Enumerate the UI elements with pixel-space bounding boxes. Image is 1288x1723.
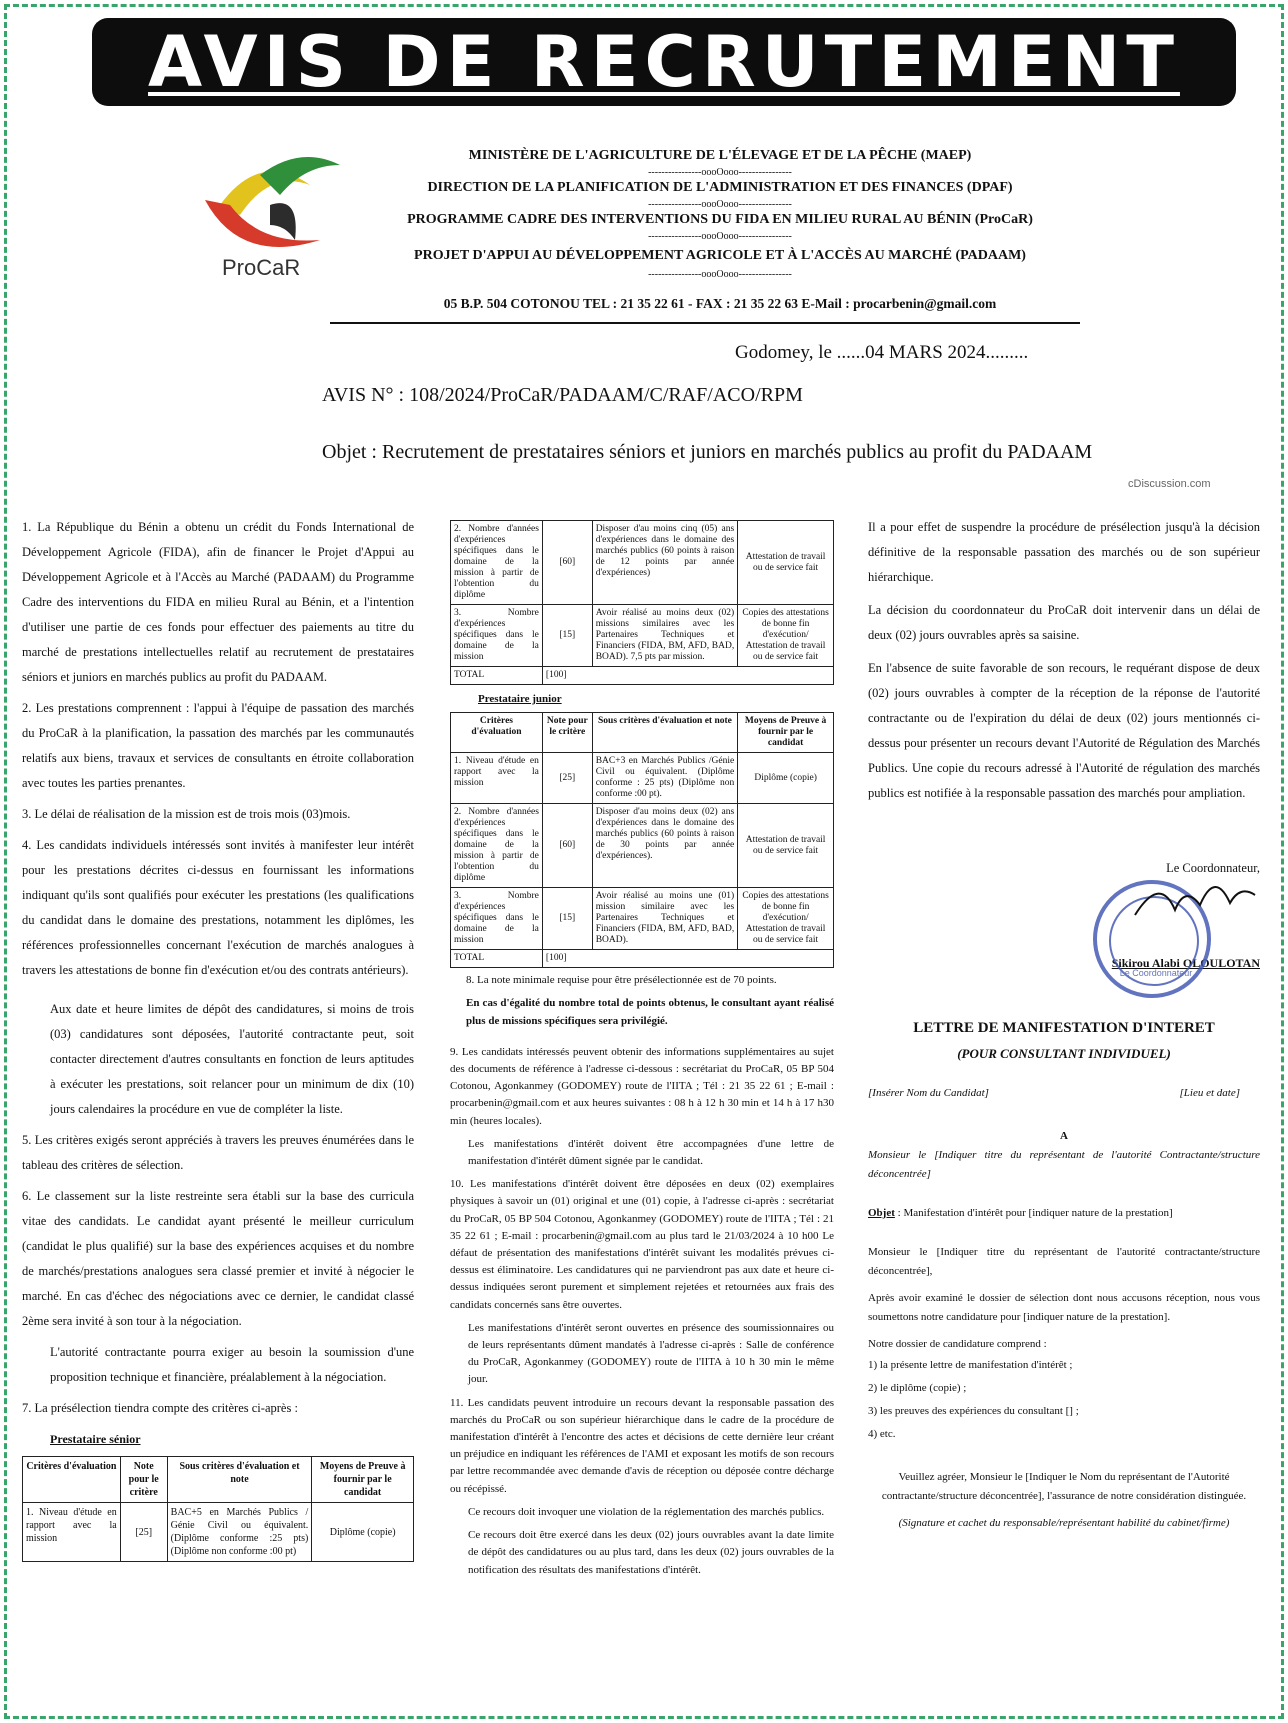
para-4: 4. Les candidats individuels intéressés sont invités à manifester leur intérêt pour les prestations décrites ci-dessus en fournissant les informations indiquant qu'ils sont qualifiés pour exécuter les prestations (les qualifications du candidat dans le domaine des prestations, notamment les diplômes, les références professionnelles concernant l'exécution de marchés analogues à travers les attestations de bonne fin d'exécution et/ou des contrats antérieurs).: [22, 838, 414, 977]
para-1: 1. La République du Bénin a obtenu un crédit du Fonds International de Développement Agricole (FIDA), afin de financer le Projet d'Appui au Développement Agricole et à l'Accès au Marché (PADAAM) du Programme Cadre des interventions du FIDA en milieu Rural au Bénin, et a l'intention d'utiliser une partie de ces fonds pour effectuer des paiements au titre du marché de prestations intellectuelles relatif au recrutement de prestataires séniors et juniors en marchés publics au profit du PADAAM.: [22, 520, 414, 684]
date-line: Godomey, le ......04 MARS 2024.........: [735, 342, 1029, 363]
para-9: 9. Les candidats intéressés peuvent obtenir des informations supplémentaires au sujet des documents de référence à l'adresse ci-dessous : secrétariat du ProCaR, 05 BP 504 Cotonou, Agonkanmey (GODOMEY) route de l'IITA ; Tél : 21 35 22 61 ; E-mail : procarbenin@gmail.com et aux heures suivantes : 08 h à 12 h 30 min et 14 h à 17 h30 min (heures locales).: [450, 1045, 834, 1127]
para-8b: En cas d'égalité du nombre total de points obtenus, le consultant ayant réalisé plus de missions spécifiques sera privilégié.: [466, 997, 834, 1027]
letter-subtitle: (POUR CONSULTANT INDIVIDUEL): [957, 1046, 1171, 1061]
table-row: 2. Nombre d'années d'expériences spécifiques dans le domaine de la mission à partir de l'obtention du diplôme [60] Disposer d'au moins cinq (05) ans d'expériences dans le domaine des marchés publics (60 points à raison de 12 points par année d'expériences) Attestation de travail ou de service fait: [451, 521, 834, 605]
coordinator-signature: [1130, 865, 1260, 935]
para-10b: Les manifestations d'intérêt seront ouvertes en présence des soumissionnaires ou de leurs représentants dûment mandatés à l'adresse ci-après : Salle de conférence du ProCaR, Agonkanmey (GODOMEY) route de l'IITA à 10 h 30 min le même jour.: [468, 1321, 834, 1386]
header-rule: [330, 322, 1080, 324]
letter-body: Après avoir examiné le dossier de sélection dont nous accusons réception, nous vous soumettons notre candidature pour [indiquer nature de la prestation].: [868, 1292, 1260, 1323]
col3-para-1: Il a pour effet de suspendre la procédure de présélection jusqu'à la décision définitive de la responsable passation des marchés ou de son supérieur hiérarchique.: [868, 520, 1260, 584]
letter-item-3: 3) les preuves des expériences du consultant [] ;: [868, 1405, 1079, 1417]
table-row: 3. Nombre d'expériences spécifiques dans le domaine de la mission [15] Avoir réalisé au moins une (01) mission similaire avec les Partenaires Techniques et Financiers (FIDA, BM, AFD, BAD, BOAD). Copies des attestations de bonne fin d'exécution/ Attestation de travail ou de service fait: [451, 888, 834, 950]
senior-header-note: Note pour le critère: [120, 1457, 167, 1503]
table-row: 1. Niveau d'étude en rapport avec la mission [25] BAC+3 en Marchés Publics /Génie Civil ou équivalent. (Diplôme conforme : 25 pts) (Diplôme non conforme :00 pt). Diplôme (copie): [451, 753, 834, 804]
coordinator-name: Sikirou Alabi OLOULOTAN: [1111, 956, 1260, 970]
para-3: 3. Le délai de réalisation de la mission est de trois mois (03)mois.: [22, 807, 351, 821]
banner-title: AVIS DE RECRUTEMENT: [148, 21, 1180, 103]
para-7: 7. La présélection tiendra compte des critères ci-après :: [22, 1401, 298, 1415]
letter-signature: (Signature et cachet du responsable/représentant habilité du cabinet/firme): [898, 1517, 1230, 1529]
watermark: cDiscussion.com: [1128, 478, 1211, 490]
column-3: [868, 515, 1260, 1541]
table-row: 3. Nombre d'expériences spécifiques dans le domaine de la mission [15] Avoir réalisé au moins deux (02) missions similaires avec les Partenaires Techniques et Financiers (FIDA, BM, AFD, BAD, BOAD). 7,5 pts par mission. Copies des attestations de bonne fin d'exécution/ Attestation de travail ou de service fait: [451, 605, 834, 667]
letter-objet-row: [868, 1204, 1260, 1223]
letter-place-date: [Lieu et date]: [1179, 1087, 1240, 1099]
para-6b: L'autorité contractante pourra exiger au besoin la soumission d'une proposition technique et financière, préalablement à la négociation.: [50, 1345, 414, 1384]
column-1: [22, 515, 414, 1562]
coordinator-title: Le Coordonnateur,: [1166, 861, 1260, 875]
header-sep-4: ----------------oooOooo----------------: [648, 269, 792, 280]
table-row: TOTAL [100]: [451, 667, 834, 685]
para-11c: Ce recours doit être exercé dans les deux (02) jours ouvrables avant la date limite de dépôt des candidatures ou au plus tard, dans les deux (02) jours ouvrables de la notification des résultats des manifestations d'intérêt.: [468, 1529, 834, 1576]
logo-text: ProCaR: [222, 255, 301, 280]
para-4b: Aux date et heure limites de dépôt des candidatures, si moins de trois (03) candidatures sont déposées, l'autorité contractante peut, soit contacter directement d'autres consultants en fonction de leurs aptitudes à exécuter les prestations, soit relancer pour un minimum de dix (10) jours calendaires la procédure en vue de compléter la liste.: [50, 1002, 414, 1116]
letter-to: Monsieur le [Indiquer titre du représentant de l'autorité Contractante/structure déconcentrée]: [868, 1149, 1260, 1180]
table-row: TOTAL [100]: [451, 950, 834, 968]
senior-header-sub: Sous critères d'évaluation et note: [167, 1457, 312, 1503]
senior-title: Prestataire sénior: [50, 1432, 141, 1446]
letter-objet-label: Objet: [868, 1207, 895, 1219]
letter-item-4: 4) etc.: [868, 1428, 896, 1440]
para-9b: Les manifestations d'intérêt doivent être accompagnées d'une lettre de manifestation d'intérêt dûment signée par le candidat.: [468, 1137, 834, 1168]
junior-table: Critères d'évaluation Note pour le critère Sous critères d'évaluation et note Moyens de Preuve à fournir par le candidat 1. Niveau d'étude en rapport avec la mission [25] BAC+3 en Marchés Publics /Génie Civil ou équivalent. (Diplôme conforme : 25 pts) (Diplôme non conforme :00 pt). Diplôme (copie) 2. Nombre d'années d'expériences spécifiques dans le domaine de la mission à partir de l'obtention du diplôme [60] Disposer d'au moins deux (02) ans d'expériences dans le domaine des marchés publics (60 points à raison de 30 points par année d'expériences). Attestation de travail ou de service fait 3. Nombre d'expériences spécifiques dans le domaine de la mission [15] Avoir réalisé au moins une (01) mission similaire avec les Partenaires Techniques et Financiers (FIDA, BM, AFD, BAD, BOAD). Copies des attestations de bonne fin d'exécution/ Attestation de travail ou de service fait TOTAL [100]: [450, 712, 834, 968]
header-ministry: MINISTÈRE DE L'AGRICULTURE DE L'ÉLEVAGE ET DE LA PÊCHE (MAEP): [468, 148, 972, 163]
procar-logo: [200, 145, 350, 285]
para-8: 8. La note minimale requise pour être présélectionnée est de 70 points.: [466, 974, 777, 987]
header-direction: DIRECTION DE LA PLANIFICATION DE L'ADMINISTRATION ET DES FINANCES (DPAF): [427, 180, 1013, 195]
para-10: 10. Les manifestations d'intérêt doivent être déposées en deux (02) exemplaires physiques à savoir un (01) original et une (01) copie, à l'adresse ci-après : secrétariat du ProCaR, 05 BP 504 Cotonou, Agonkanmey (GODOMEY) route de l'IITA ; Tél : 21 35 22 61 ; E-mail : procarbenin@gmail.com au plus tard le 21/03/2024 à 10 h00 Le défaut de présentation des manifestations d'intérêt suivant les modalités prévues ci-dessus est éliminatoire. Les candidatures qui ne parviendront pas aux date et heure ci-dessus indiquées seront purement et simplement rejetées et retournées aux frais des candidats concernés sans être ouvertes.: [450, 1178, 834, 1311]
letter-title: LETTRE DE MANIFESTATION D'INTERET: [913, 1020, 1215, 1036]
header-contact: 05 B.P. 504 COTONOU TEL : 21 35 22 61 - FAX : 21 35 22 63 E-Mail : procarbenin@gmail.com: [443, 296, 997, 311]
table-row: 2. Nombre d'années d'expériences spécifiques dans le domaine de la mission à partir de l'obtention du diplôme [60] Disposer d'au moins deux (02) ans d'expériences dans le domaine des marchés publics (60 points à raison de 30 points par année d'expériences). Attestation de travail ou de service fait: [451, 804, 834, 888]
letter-salutation: Monsieur le [Indiquer titre du représentant de l'autorité contractante/structure déconcentrée],: [868, 1246, 1260, 1277]
avis-number: AVIS N° : 108/2024/ProCaR/PADAAM/C/RAF/ACO/RPM: [322, 384, 803, 406]
senior-table-part2: [450, 520, 834, 685]
table-row: 1. Niveau d'étude en rapport avec la mission [25] BAC+5 en Marchés Publics / Génie Civil ou équivalent. (Diplôme conforme :25 pts) (Diplôme non conforme :00 pt) Diplôme (copie): [23, 1503, 414, 1562]
col3-para-3: En l'absence de suite favorable de son recours, le requérant dispose de deux (02) jours ouvrables à compter de la réception de la réponse de l'autorité contractante ou de l'expiration du délai de deux (02) jours mentionnés ci-dessus pour présenter un recours devant l'Autorité de Régulation des Marchés Publics. Une copie du recours adressé à l'Autorité de régulation des marchés publics est notifiée à la responsable passation des marchés pour ampliation.: [868, 661, 1260, 800]
letter-closing: Veuillez agréer, Monsieur le [Indiquer le Nom du représentant de l'Autorité contractante/structure déconcentrée], l'assurance de notre considération distinguée.: [881, 1471, 1247, 1502]
column-2: [450, 520, 834, 1585]
para-11b: Ce recours doit invoquer une violation de la réglementation des marchés publics.: [468, 1505, 825, 1518]
letter-objet: : Manifestation d'intérêt pour [indiquer nature de la prestation]: [894, 1207, 1173, 1219]
header-sep-3: ----------------oooOooo----------------: [648, 231, 792, 242]
para-2: 2. Les prestations comprennent : l'appui à l'équipe de passation des marchés du ProCaR à la planification, la passation des marchés par les communautés relatifs aux biens, travaux et services de consultants en étroite collaboration avec toutes les parties prenantes.: [22, 701, 414, 790]
letter-dossier: Notre dossier de candidature comprend :: [868, 1338, 1047, 1350]
para-6: 6. Le classement sur la liste restreinte sera établi sur la base des curricula vitae des candidats. Le candidat ayant présenté le meilleur curriculum (candidat le plus qualifié) sur la base des expériences acquises et du nombre de marchés/prestations analogues sera classé premier et invité à négocier le marché. En cas d'échec des négociations avec ce dernier, le candidat classé 2ème sera invité à son tour à la négociation.: [22, 1189, 414, 1328]
senior-table-part1: [22, 1456, 414, 1562]
objet: Objet : Recrutement de prestataires séniors et juniors en marchés publics au profit du PADAAM: [322, 441, 1093, 463]
letter-a: A: [1060, 1130, 1068, 1142]
senior-header-criteria: Critères d'évaluation: [23, 1457, 121, 1503]
junior-title: Prestataire junior: [478, 693, 562, 705]
title-banner: [92, 18, 1236, 106]
letter-candidate-name: [Insérer Nom du Candidat]: [868, 1087, 989, 1099]
header-programme: PROGRAMME CADRE DES INTERVENTIONS DU FIDA EN MILIEU RURAL AU BÉNIN (ProCaR): [407, 212, 1033, 227]
letter-item-2: 2) le diplôme (copie) ;: [868, 1382, 967, 1394]
letter-item-1: 1) la présente lettre de manifestation d'intérêt ;: [868, 1359, 1073, 1371]
para-11: 11. Les candidats peuvent introduire un recours devant la responsable passation des marchés du ProCaR ou son supérieur hiérarchique dans le cadre de la procédure de manifestation d'intérêt à l'encontre des actes et décisions de cette dernière leur créant un préjudice en indiquant les références de l'AMI et exposant les motifs de son recours par lettre recommandée avec demande d'avis de réception ou déposée contre décharge ou récépissé.: [450, 1396, 834, 1495]
senior-header-proof: Moyens de Preuve à fournir par le candidat: [312, 1457, 414, 1503]
header-sep-1: ----------------oooOooo----------------: [648, 167, 792, 178]
stamp-text: Le Coordonnateur: [1119, 968, 1193, 978]
letter-header-row: [868, 1084, 1260, 1103]
header-sep-2: ----------------oooOooo----------------: [648, 199, 792, 210]
header-projet: PROJET D'APPUI AU DÉVELOPPEMENT AGRICOLE ET À L'ACCÈS AU MARCHÉ (PADAAM): [414, 248, 1026, 263]
col3-para-2: La décision du coordonnateur du ProCaR doit intervenir dans un délai de deux (02) jours ouvrables après sa saisine.: [868, 603, 1260, 642]
para-5: 5. Les critères exigés seront appréciés à travers les preuves énumérées dans le tableau des critères de sélection.: [22, 1133, 414, 1172]
